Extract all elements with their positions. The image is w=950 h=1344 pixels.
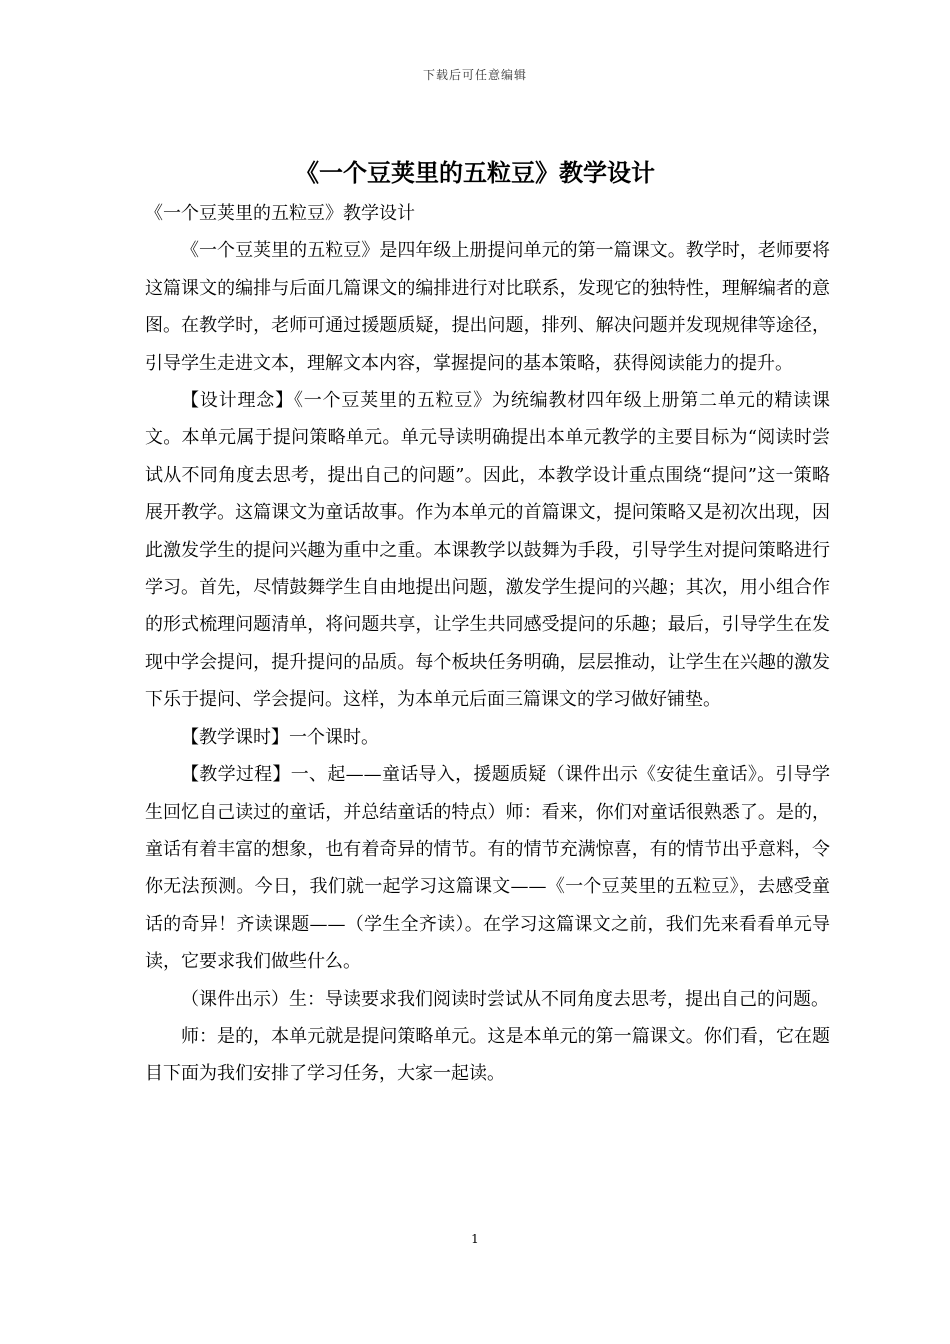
paragraph-class-hours: 【教学课时】一个课时。 xyxy=(181,726,379,748)
paragraph-teacher-remark: 师：是的，本单元就是提问策略单元。这是本单元的第一篇课文。你们看，它在题目下面为我们安排了学习任务，大家一起读。 xyxy=(145,1025,830,1085)
page-number: 1 xyxy=(471,1232,479,1246)
document-body xyxy=(145,195,830,1093)
paragraph-intro: 《一个豆荚里的五粒豆》是四年级上册提问单元的第一篇课文。教学时，老师要将这篇课文的编排与后面几篇课文的编排进行对比联系，发现它的独特性，理解编者的意图。在教学时，老师可通过援题质疑，提出问题，排列、解决问题并发现规律等途径，引导学生走进文本，理解文本内容，掌握提问的基本策略，获得阅读能力的提升。 xyxy=(145,240,830,374)
paragraph-teaching-process: 【教学过程】一、起——童话导入，援题质疑（课件出示《安徒生童话》。引导学生回忆自己读过的童话，并总结童话的特点）师：看来，你们对童话很熟悉了。是的，童话有着丰富的想象，也有着奇异的情节。有的情节充满惊喜，有的情节出乎意料，令你无法预测。今日，我们就一起学习这篇课文——《一个豆荚里的五粒豆》，去感受童话的奇异！齐读课题——（学生全齐读）。在学习这篇课文之前，我们先来看看单元导读，它要求我们做些什么。 xyxy=(145,764,830,973)
paragraph-courseware-student: （课件出示）生：导读要求我们阅读时尝试从不同角度去思考，提出自己的问题。 xyxy=(181,988,829,1010)
paragraph-design-concept: 【设计理念】《一个豆荚里的五粒豆》为统编教材四年级上册第二单元的精读课文。本单元属于提问策略单元。单元导读明确提出本单元教学的主要目标为“阅读时尝试从不同角度去思考，提出自己的问题”。因此，本教学设计重点围绕“提问”这一策略展开教学。这篇课文为童话故事。作为本单元的首篇课文，提问策略又是初次出现，因此激发学生的提问兴趣为重中之重。本课教学以鼓舞为手段，引导学生对提问策略进行学习。首先，尽情鼓舞学生自由地提出问题，激发学生提问的兴趣；其次，用小组合作的形式梳理问题清单，将问题共享，让学生共同感受提问的乐趣；最后，引导学生在发现中学会提问，提升提问的品质。每个板块任务明确，层层推动，让学生在兴趣的激发下乐于提问、学会提问。这样，为本单元后面三篇课文的学习做好铺垫。 xyxy=(145,390,830,711)
document-subtitle: 《一个豆荚里的五粒豆》教学设计 xyxy=(145,203,415,224)
document-title: 《一个豆荚里的五粒豆》教学设计 xyxy=(295,159,655,187)
page-header: 下载后可任意编辑 xyxy=(422,68,527,82)
